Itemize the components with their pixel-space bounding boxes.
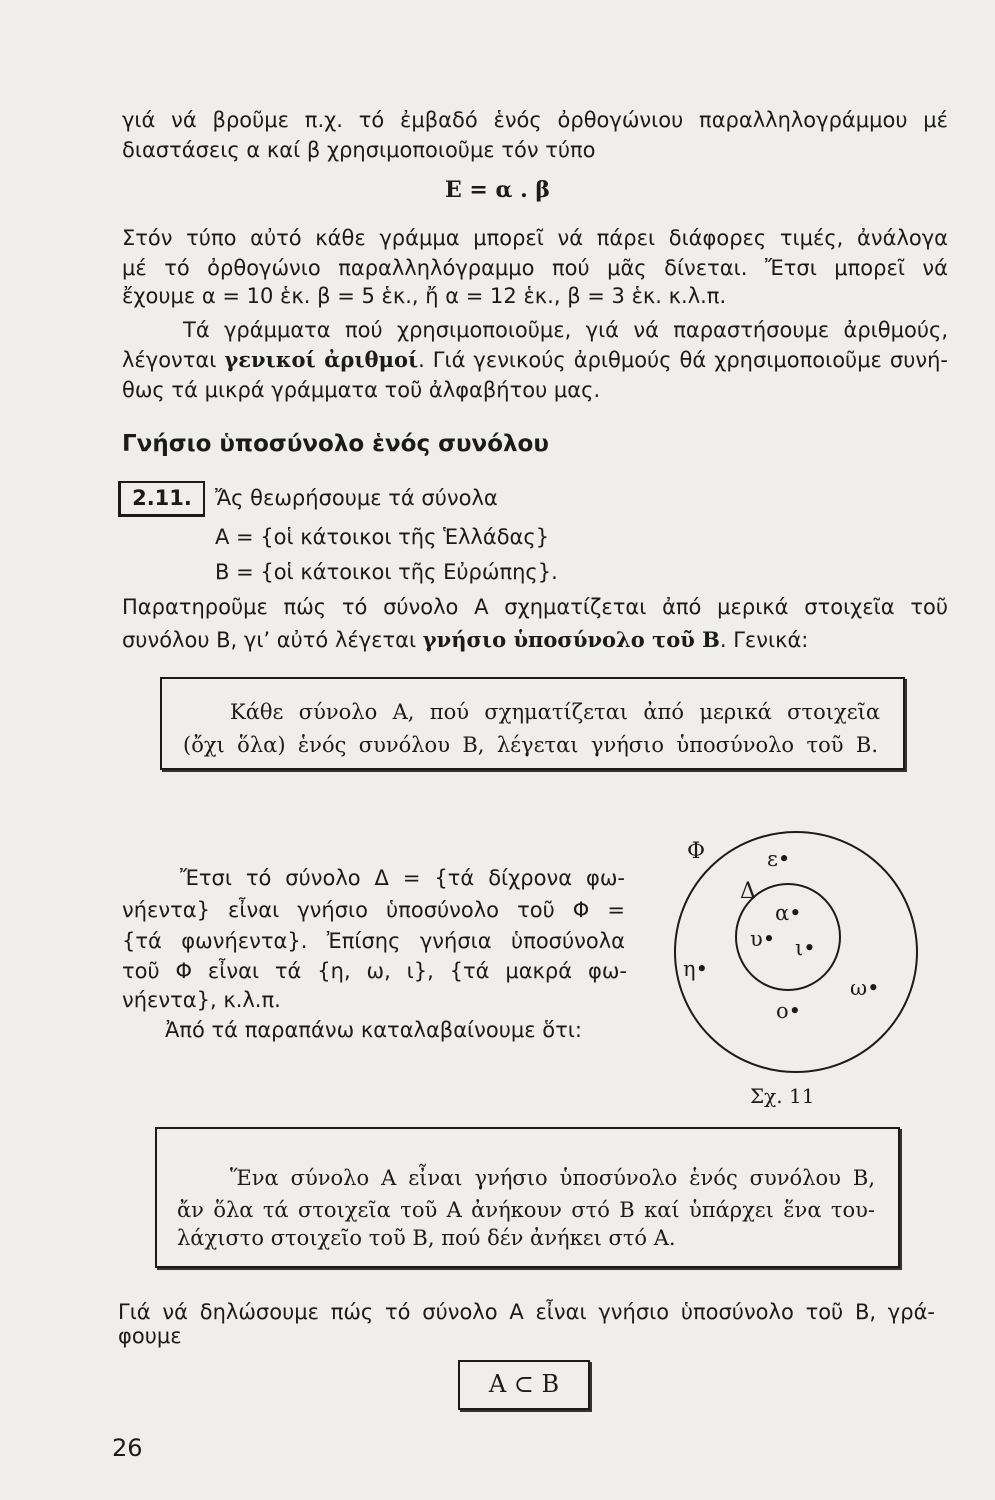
- example-line-5: νήεντα}, κ.λ.π.: [122, 988, 281, 1012]
- intro-line-7-before: λέγονται: [122, 348, 225, 372]
- definition-line-1: Κάθε σύνολο Α, πού σχηματίζεται ἀπό μερικά στοιχεῖα: [230, 700, 880, 724]
- intro-line-5: ἔχουμε α = 10 ἑκ. β = 5 ἑκ., ἤ α = 12 ἑκ., β = 3 ἑκ. κ.λ.π.: [122, 284, 727, 308]
- intro-line-8: θως τά μικρά γράμματα τοῦ ἀλφαβήτου μας.: [122, 378, 601, 402]
- intro-line-3: Στόν τύπο αὐτό κάθε γράμμα μπορεῖ νά πάρει διάφορες τιμές, ἀνάλογα: [122, 226, 948, 250]
- section-number: 2.11.: [118, 481, 205, 517]
- observation-before: συνόλου Β, γι’ αὐτό λέγεται: [122, 628, 423, 652]
- element-alpha: α•: [775, 901, 802, 925]
- example-line-3: {τά φωνήεντα}. Ἐπίσης γνήσια ὑποσύνολα: [122, 929, 625, 953]
- set-b-definition: Β = {οἱ κάτοικοι τῆς Εὐρώπης}.: [215, 560, 558, 584]
- definition-line-2: (ὄχι ὅλα) ἑνός συνόλου Β, λέγεται γνήσιο ὑποσύνολο τοῦ Β.: [183, 733, 878, 757]
- venn-diagram: [660, 820, 930, 1085]
- intro-line-2: διαστάσεις α καί β χρησιμοποιοῦμε τόν τύπο: [122, 138, 596, 162]
- element-omega: ω•: [850, 976, 880, 1000]
- set-phi-label: Φ: [687, 839, 706, 864]
- example-line-2: νήεντα} εἶναι γνήσιο ὑποσύνολο τοῦ Φ =: [122, 898, 625, 922]
- element-upsilon: υ•: [750, 927, 776, 951]
- figure-caption: Σχ. 11: [750, 1084, 815, 1108]
- observation-after: . Γενικά:: [719, 628, 809, 652]
- notation-line-2: φουμε: [118, 1324, 182, 1348]
- term-general-numbers: γενικοί ἀριθμοί: [224, 347, 419, 372]
- page-number: 26: [112, 1434, 143, 1462]
- set-delta-label: Δ: [740, 879, 756, 904]
- theorem-line-2: ἄν ὅλα τά στοιχεῖα τοῦ Α ἀνήκουν στό Β καί ὑπάρχει ἕνα του-: [177, 1198, 875, 1222]
- intro-line-7-after: . Γιά γενικούς ἀριθμούς θά χρησιμοποιοῦμε συνή-: [418, 348, 948, 372]
- observation-line-2: [122, 626, 808, 654]
- theorem-box: [155, 1127, 900, 1268]
- theorem-line-3: λάχιστο στοιχεῖο τοῦ Β, πού δέν ἀνήκει στό Α.: [177, 1226, 676, 1250]
- area-formula: Ε = α . β: [444, 177, 551, 203]
- element-eta: η•: [683, 957, 708, 981]
- element-iota: ι•: [795, 936, 816, 960]
- example-line-1: Ἔτσι τό σύνολο Δ = {τά δίχρονα φω-: [180, 866, 625, 890]
- observation-line-1: Παρατηροῦμε πώς τό σύνολο Α σχηματίζεται ἀπό μερικά στοιχεῖα τοῦ: [122, 595, 948, 619]
- element-omicron: ο•: [776, 999, 802, 1023]
- intro-line-1: γιά νά βροῦμε π.χ. τό ἐμβαδό ἑνός ὀρθογώνιου παραλληλογράμμου μέ: [122, 108, 948, 132]
- example-line-4: τοῦ Φ εἶναι τά {η, ω, ι}, {τά μακρά φω-: [122, 959, 627, 983]
- example-line-6: Ἀπό τά παραπάνω καταλαβαίνουμε ὅτι:: [165, 1018, 582, 1042]
- element-epsilon: ε•: [767, 847, 791, 871]
- notation-line-1: Γιά νά δηλώσουμε πώς τό σύνολο Α εἶναι γνήσιο ὑποσύνολο τοῦ Β, γρά-: [118, 1300, 935, 1324]
- section-lead: Ἄς θεωρήσουμε τά σύνολα: [215, 486, 498, 510]
- set-a-definition: Α = {οἱ κάτοικοι τῆς Ἑλλάδας}: [215, 525, 550, 549]
- theorem-line-1: Ἕνα σύνολο Α εἶναι γνήσιο ὑποσύνολο ἑνός συνόλου Β,: [230, 1166, 875, 1190]
- intro-line-7: [122, 346, 948, 374]
- intro-line-6: Τά γράμματα πού χρησιμοποιοῦμε, γιά νά παραστήσουμε ἀριθμούς,: [183, 318, 948, 342]
- intro-line-4: μέ τό ὀρθογώνιο παραλληλόγραμμο πού μᾶς δίνεται. Ἔτσι μπορεῖ νά: [122, 256, 948, 280]
- subset-symbol-box: Α ⊂ Β: [458, 1360, 590, 1410]
- section-heading: Γνήσιο ὑποσύνολο ἑνός συνόλου: [122, 431, 549, 457]
- term-proper-subset: γνήσιο ὑποσύνολο τοῦ Β: [422, 627, 720, 652]
- definition-box: [160, 677, 905, 770]
